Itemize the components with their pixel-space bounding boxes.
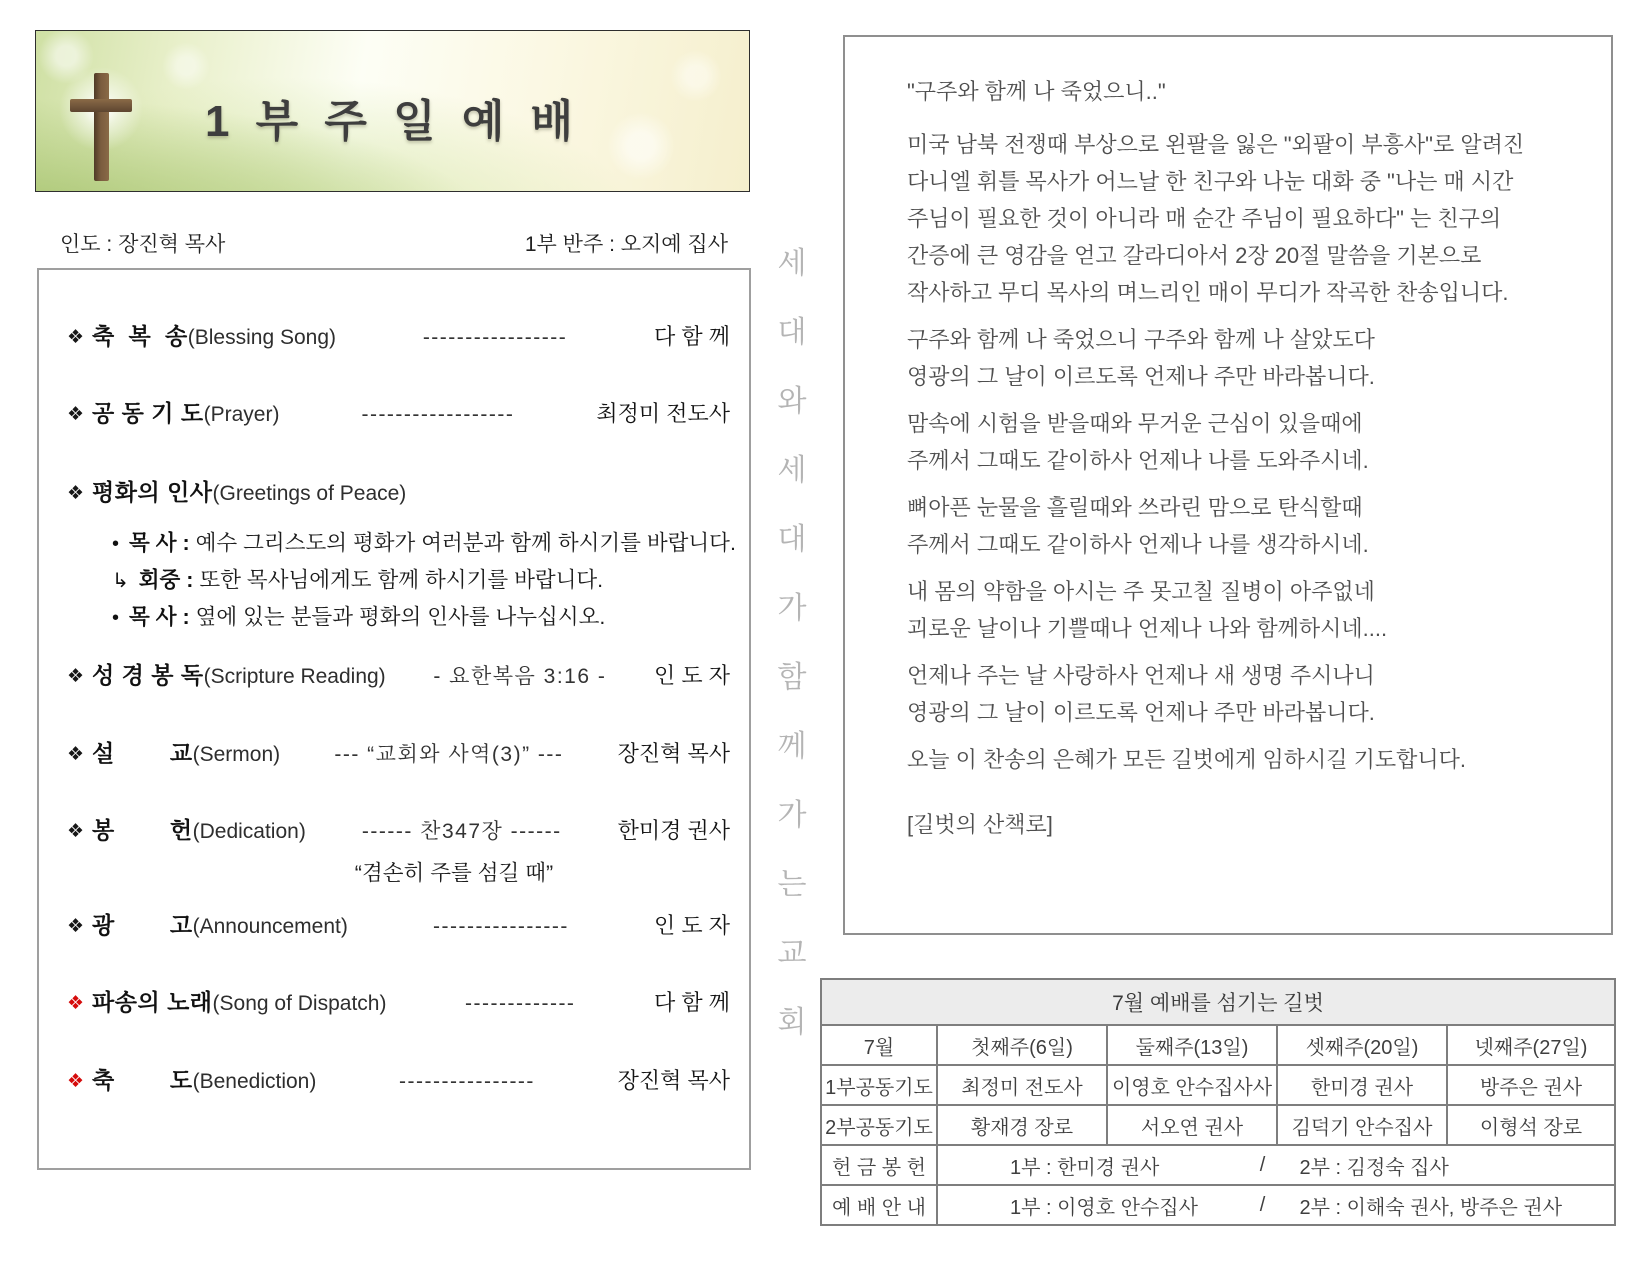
order-item-person: 최정미 전도사 xyxy=(596,401,730,426)
diamond-icon: ❖ xyxy=(67,916,85,937)
order-item-person: 다 함 께 xyxy=(654,324,730,349)
part2-server: 2부 : 김정숙 집사 xyxy=(1299,1156,1449,1179)
part1-server: 1부 : 한미경 권사 xyxy=(1010,1156,1160,1179)
order-item-detail: ----------------- xyxy=(422,326,568,349)
order-item xyxy=(39,474,749,507)
diamond-icon: ❖ xyxy=(67,744,85,765)
devotion-box xyxy=(843,35,1613,935)
hymn-subtitle: “겸손히 주를 섬길 때” xyxy=(354,861,554,885)
order-item-english-title: (Announcement) xyxy=(192,915,348,938)
devotion-paragraph: 구주와 함께 나 죽었으니 구주와 함께 나 살았도다 영광의 그 날이 이르도록 언제나 주만 바라봅니다. xyxy=(907,327,1375,389)
devotion-paragraph: 맘속에 시험을 받을때와 무거운 근심이 있을때에 주께서 그때도 같이하사 언제나 나를 도와주시네. xyxy=(907,411,1369,473)
motto-character: 교 xyxy=(777,937,807,970)
order-item-person: 장진혁 목사 xyxy=(617,741,730,766)
greeting-line xyxy=(112,600,605,631)
server-name-cell: 한미경 권사 xyxy=(1277,1065,1447,1105)
order-item xyxy=(39,395,749,428)
separator: / xyxy=(1259,1193,1266,1216)
servers-table xyxy=(820,978,1616,1226)
diamond-icon: ❖ xyxy=(67,821,85,842)
week-header-cell: 셋째주(20일) xyxy=(1277,1025,1447,1065)
order-item-person: 다 함 께 xyxy=(654,990,730,1015)
order-item-korean-title: 축 복 송 xyxy=(92,323,188,349)
order-item-korean-title: 평화의 인사 xyxy=(92,479,213,505)
table-title: 7월 예배를 섬기는 길벗 xyxy=(821,979,1615,1025)
separator: / xyxy=(1259,1153,1266,1176)
order-item-korean-title: 공 동 기 도 xyxy=(92,400,204,426)
order-item-person: 한미경 권사 xyxy=(617,818,730,843)
diamond-icon: ❖ xyxy=(67,483,85,504)
part2-server: 2부 : 이해숙 권사, 방주은 권사 xyxy=(1299,1196,1563,1219)
row-label-cell: 2부공동기도 xyxy=(821,1105,937,1145)
bullet-icon: • xyxy=(112,607,120,629)
diamond-icon: ❖ xyxy=(67,327,85,348)
order-item xyxy=(39,984,749,1017)
speaker-label: 회중 : xyxy=(138,568,200,592)
motto-character: 세 xyxy=(777,454,807,487)
diamond-icon: ❖ xyxy=(67,993,85,1014)
bullet-icon: • xyxy=(112,533,120,555)
server-name-cell: 최정미 전도사 xyxy=(937,1065,1107,1105)
greeting-text: 또한 목사님에게도 함께 하시기를 바랍니다. xyxy=(199,568,604,592)
order-item-detail: --- “교회와 사역(3)” --- xyxy=(334,743,564,766)
diamond-icon: ❖ xyxy=(67,1071,85,1092)
order-item-english-title: (Dedication) xyxy=(192,820,306,843)
row-label-cell: 예 배 안 내 xyxy=(821,1185,937,1225)
order-item-korean-title: 광 고 xyxy=(92,912,193,938)
greeting-text: 예수 그리스도의 평화가 여러분과 함께 하시기를 바랍니다. xyxy=(195,531,736,555)
order-item-korean-title: 성 경 봉 독 xyxy=(92,662,204,688)
motto-character: 세 xyxy=(777,247,807,280)
greeting-line xyxy=(112,526,736,557)
order-item xyxy=(39,657,749,690)
table-row xyxy=(821,1185,1615,1225)
devotion-source: [길벗의 산책로] xyxy=(907,812,1053,837)
server-name-cell: 서오연 권사 xyxy=(1107,1105,1277,1145)
order-item-detail: ---------------- xyxy=(433,915,569,938)
leaders-row xyxy=(60,228,728,258)
motto-character: 와 xyxy=(777,385,807,418)
motto-character: 대 xyxy=(777,523,807,556)
server-name-span-cell xyxy=(937,1185,1615,1225)
greeting-text: 옆에 있는 분들과 평화의 인사를 나누십시오. xyxy=(195,605,606,629)
order-item-english-title: (Sermon) xyxy=(192,743,281,766)
speaker-label: 목 사 : xyxy=(129,531,196,555)
devotion-paragraph: "구주와 함께 나 죽었으니.." xyxy=(907,79,1166,104)
motto-character: 께 xyxy=(777,730,807,763)
greeting-line xyxy=(112,563,603,594)
arrow-icon: ↳ xyxy=(112,570,129,592)
motto-character: 대 xyxy=(777,316,807,349)
row-label-cell: 1부공동기도 xyxy=(821,1065,937,1105)
devotion-paragraph: 뼈아픈 눈물을 흘릴때와 쓰라린 맘으로 탄식할때 주께서 그때도 같이하사 언제나 나를 생각하시네. xyxy=(907,495,1369,557)
order-item-english-title: (Greetings of Peace) xyxy=(212,482,407,505)
week-header-cell: 둘째주(13일) xyxy=(1107,1025,1277,1065)
motto-character: 함 xyxy=(777,661,807,694)
order-item-detail: ------------- xyxy=(465,992,576,1015)
table-row xyxy=(821,1065,1615,1105)
part1-server: 1부 : 이영호 안수집사 xyxy=(1010,1196,1198,1219)
accompanist: 1부 반주 : 오지예 집사 xyxy=(524,233,728,256)
worship-leader: 인도 : 장진혁 목사 xyxy=(60,233,226,256)
order-item-person: 인 도 자 xyxy=(654,663,730,688)
banner-image xyxy=(35,30,750,192)
worship-order-box xyxy=(37,268,751,1170)
order-item-detail: ------ 찬347장 ------ xyxy=(361,820,562,843)
order-item-english-title: (Scripture Reading) xyxy=(203,665,386,688)
diamond-icon: ❖ xyxy=(67,404,85,425)
order-item-korean-title: 봉 헌 xyxy=(92,817,193,843)
motto-character: 회 xyxy=(777,1006,807,1039)
order-item xyxy=(39,907,749,940)
order-item-korean-title: 파송의 노래 xyxy=(92,989,213,1015)
order-item-detail: ---------------- xyxy=(399,1070,535,1093)
table-row xyxy=(821,1025,1615,1065)
diamond-icon: ❖ xyxy=(67,666,85,687)
week-header-cell: 7월 xyxy=(821,1025,937,1065)
page-title: 1 부 주 일 예 배 xyxy=(204,97,581,146)
speaker-label: 목 사 : xyxy=(129,605,196,629)
row-label-cell: 헌 금 봉 헌 xyxy=(821,1145,937,1185)
order-item-korean-title: 축 도 xyxy=(92,1067,193,1093)
server-name-cell: 김덕기 안수집사 xyxy=(1277,1105,1447,1145)
week-header-cell: 첫째주(6일) xyxy=(937,1025,1107,1065)
devotion-paragraph: 내 몸의 약함을 아시는 주 못고칠 질병이 아주없네 괴로운 날이나 기쁠때나 언제나 나와 함께하시네.... xyxy=(907,579,1388,641)
order-item xyxy=(39,318,749,351)
table-row xyxy=(821,1145,1615,1185)
table-row xyxy=(821,1105,1615,1145)
server-name-cell: 이영호 안수집사사 xyxy=(1107,1065,1277,1105)
server-name-cell: 이형석 장로 xyxy=(1447,1105,1615,1145)
devotion-paragraph: 미국 남북 전쟁때 부상으로 왼팔을 잃은 "외팔이 부흥사"로 알려진 다니엘 휘틀 목사가 어느날 한 친구와 나눈 대화 중 "나는 매 시간 주님이 필요한 것이 아니라 매 순간 주님이 필요하다" 는 친구의 간증에 큰 영감을 얻고 갈라디아서 2장 20절 말씀을 기본으로 작사하고 무디 목사의 며느리인 매이 무디가 작곡한 찬송입니다. xyxy=(907,132,1525,305)
order-item xyxy=(39,1062,749,1095)
order-item-person: 인 도 자 xyxy=(654,913,730,938)
server-name-cell: 방주은 권사 xyxy=(1447,1065,1615,1105)
order-item-detail: - 요한복음 3:16 - xyxy=(433,665,607,688)
order-item-english-title: (Prayer) xyxy=(203,403,280,426)
order-item-english-title: (Benediction) xyxy=(192,1070,317,1093)
week-header-cell: 넷째주(27일) xyxy=(1447,1025,1615,1065)
motto-character: 가 xyxy=(777,592,807,625)
server-name-span-cell xyxy=(937,1145,1615,1185)
order-item-english-title: (Blessing Song) xyxy=(187,326,337,349)
order-item-detail: ------------------ xyxy=(361,403,515,426)
order-item-english-title: (Song of Dispatch) xyxy=(212,992,387,1015)
motto-character: 가 xyxy=(777,799,807,832)
order-item xyxy=(39,812,749,845)
order-item xyxy=(39,735,749,768)
order-item-korean-title: 설 교 xyxy=(92,740,193,766)
devotion-paragraph: 언제나 주는 날 사랑하사 언제나 새 생명 주시나니 영광의 그 날이 이르도록 언제나 주만 바라봅니다. xyxy=(907,663,1375,725)
motto-character: 는 xyxy=(777,868,807,901)
devotion-paragraph: 오늘 이 찬송의 은혜가 모든 길벗에게 임하시길 기도합니다. xyxy=(907,747,1466,772)
server-name-cell: 황재경 장로 xyxy=(937,1105,1107,1145)
order-item-person: 장진혁 목사 xyxy=(617,1068,730,1093)
